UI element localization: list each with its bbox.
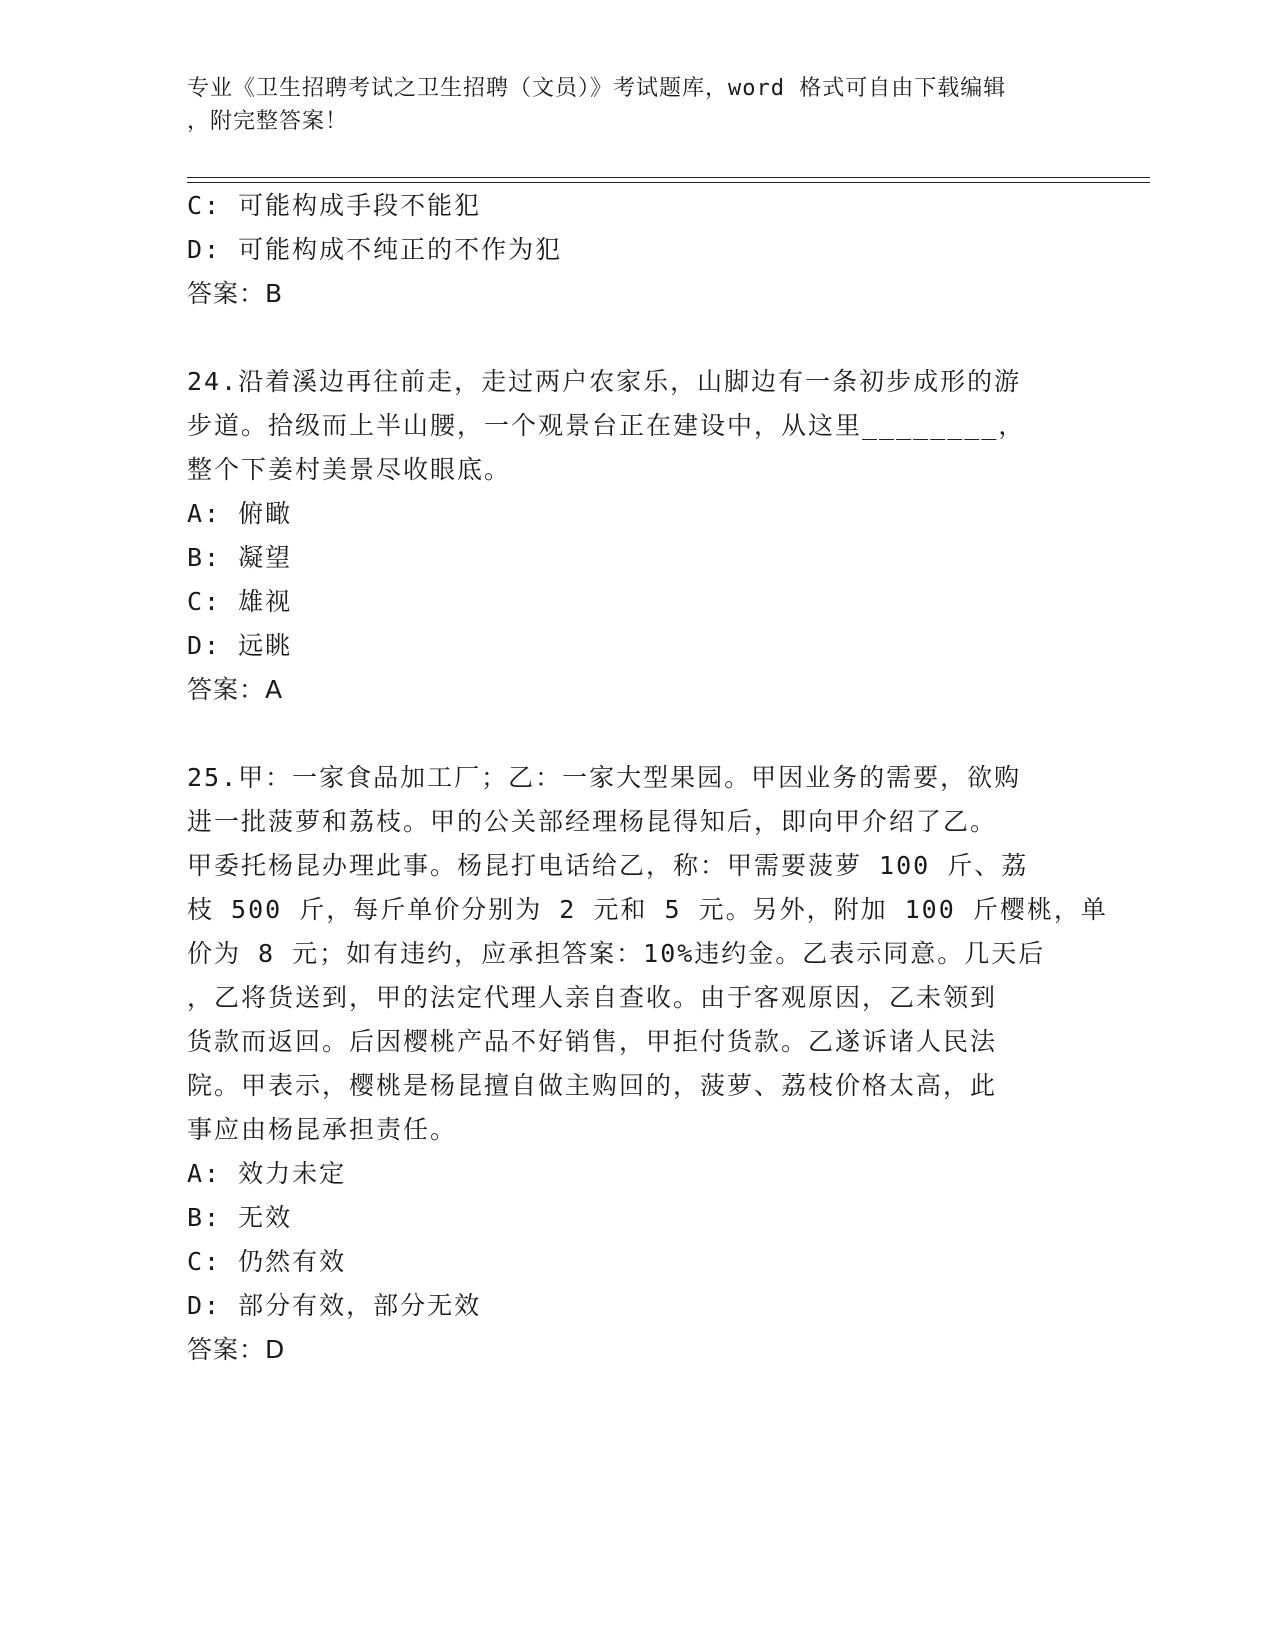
q25-answer: 答案：D [187, 1335, 286, 1364]
q25-option-b: B: 无效 [187, 1203, 293, 1232]
header-line-2: ，附完整答案！ [187, 109, 349, 134]
q25-option-a: A: 效力未定 [187, 1159, 347, 1188]
q25-stem-line: 院。甲表示，樱桃是杨昆擅自做主购回的，菠萝、荔枝价格太高，此 [187, 1071, 998, 1100]
header-rule-bottom [187, 182, 1150, 183]
q25-stem-line: 价为 8 元；如有违约，应承担答案：10%违约金。乙表示同意。几天后 [187, 939, 1046, 968]
q25-stem-line: 甲委托杨昆办理此事。杨昆打电话给乙，称：甲需要菠萝 100 斤、荔 [187, 851, 1029, 880]
page-header [187, 72, 1067, 138]
prev-option-c: C: 可能构成手段不能犯 [187, 191, 482, 220]
q24-stem-line: 整个下姜村美景尽收眼底。 [187, 455, 512, 484]
q25-option-d: D: 部分有效，部分无效 [187, 1291, 482, 1320]
prev-option-d: D: 可能构成不纯正的不作为犯 [187, 235, 563, 264]
q24-option-c: C: 雄视 [187, 587, 293, 616]
q24-answer: 答案：A [187, 675, 284, 704]
prev-answer: 答案：B [187, 279, 284, 308]
q25-option-c: C: 仍然有效 [187, 1247, 347, 1276]
q24-stem-line: 24.沿着溪边再往前走，走过两户农家乐，山脚边有一条初步成形的游 [187, 367, 1022, 396]
q24-option-b: B: 凝望 [187, 543, 293, 572]
q24-stem-line: 步道。拾级而上半山腰，一个观景台正在建设中，从这里________， [187, 411, 1026, 440]
header-line-1: 专业《卫生招聘考试之卫生招聘（文员）》考试题库，word 格式可自由下载编辑 [187, 76, 1007, 101]
q25-stem-line: 货款而返回。后因樱桃产品不好销售，甲拒付货款。乙遂诉诸人民法 [187, 1027, 998, 1056]
q25-stem-line: 事应由杨昆承担责任。 [187, 1115, 458, 1144]
q25-stem-line: 枝 500 斤，每斤单价分别为 2 元和 5 元。另外，附加 100 斤樱桃，单 [187, 895, 1108, 924]
q24-option-d: D: 远眺 [187, 631, 293, 660]
q25-stem-line: 进一批菠萝和荔枝。甲的公关部经理杨昆得知后，即向甲介绍了乙。 [187, 807, 998, 836]
q24-option-a: A: 俯瞰 [187, 499, 293, 528]
header-rule-top [187, 177, 1150, 178]
q25-stem-line: ，乙将货送到，甲的法定代理人亲自查收。由于客观原因，乙未领到 [187, 983, 998, 1012]
q25-stem-line: 25.甲：一家食品加工厂；乙：一家大型果园。甲因业务的需要，欲购 [187, 763, 1022, 792]
